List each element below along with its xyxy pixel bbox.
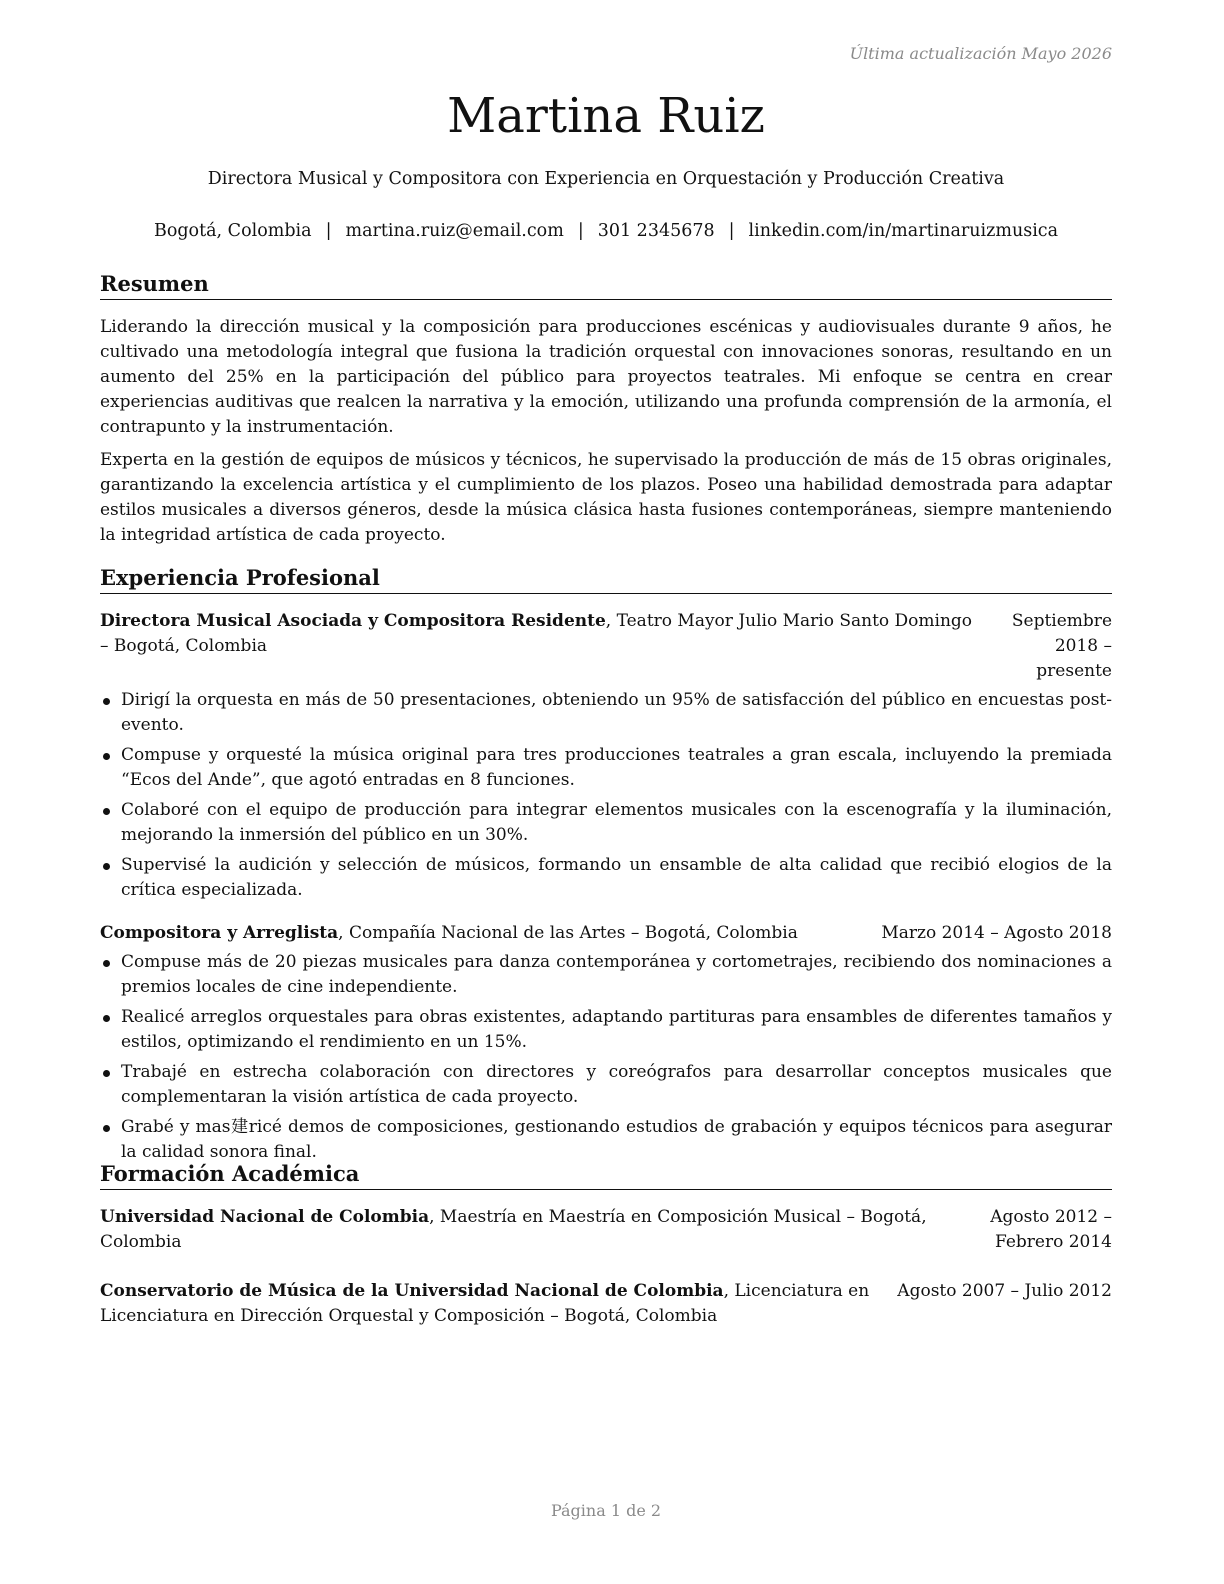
job-header [100,921,1112,946]
candidate-name: Martina Ruiz [447,88,765,144]
bullet-icon [103,1070,110,1077]
section-title-summary: Resumen [100,271,1112,300]
bullet-icon [103,1125,110,1132]
list-item: Realicé arreglos orquestales para obras existentes, adaptando partituras para ensambles de diferentes tamaños y estilos, optimizando el rendimiento en un 15%. [100,1005,1112,1055]
page-number: Página 1 de 2 [550,1501,662,1520]
resume-page [100,0,1112,1584]
list-item: Compuse y orquesté la música original para tres producciones teatrales a gran escala, incluyendo la premiada “Ecos del Ande”, que agotó entradas en 8 funciones. [100,743,1112,793]
job-role: Compositora y Arreglista [100,923,339,943]
degree-detail: , Licenciatura en Licenciatura en Dirección Orquestal y Composición – Bogotá, Colombia [100,1281,870,1326]
separator: | [728,221,735,241]
bullet-icon [103,960,110,967]
list-item: Dirigí la orquesta en más de 50 presentaciones, obteniendo un 95% de satisfacción del público en encuestas post-evento. [100,688,1112,738]
bullet-icon [103,863,110,870]
list-item: Supervisé la audición y selección de músicos, formando un ensamble de alta calidad que recibió elogios de la crítica especializada. [100,853,1112,903]
headline: Directora Musical y Compositora con Experiencia en Orquestación y Producción Creativa [207,169,1005,189]
contact-phone: 301 2345678 [597,221,715,241]
separator: | [577,221,584,241]
school-name: Conservatorio de Música de la Universidad Nacional de Colombia [100,1281,724,1301]
school-name: Universidad Nacional de Colombia [100,1207,430,1227]
job-entry [100,609,1112,903]
list-item: Grabé y mas建ricé demos de composiciones, gestionando estudios de grabación y equipos técnicos para asegurar la calidad sonora final. [100,1115,1112,1165]
education-dates: Agosto 2007 – Julio 2012 [897,1281,1112,1301]
bullet-icon [103,753,110,760]
contact-email[interactable]: martina.ruiz@email.com [345,221,564,241]
job-bullets [100,688,1112,903]
summary-paragraph: Experta en la gestión de equipos de músicos y técnicos, he supervisado la producción de más de 15 obras originales, garantizando la excelencia artística y el cumplimiento de los plazos. Poseo una habilidad demostrada para adaptar estilos musicales a diversos géneros, desde la música clásica hasta fusiones contemporáneas, siempre manteniendo la integridad artística de cada proyecto. [100,450,1112,545]
contact-location: Bogotá, Colombia [153,221,312,241]
job-role: Directora Musical Asociada y Compositora Residente [100,611,606,631]
contact-line [100,218,1112,244]
job-entry [100,921,1112,1165]
job-organization: , Compañía Nacional de las Artes – Bogotá, Colombia [338,923,798,943]
degree-detail: , Maestría en Maestría en Composición Musical – Bogotá, Colombia [100,1207,927,1252]
education-section [100,1161,1112,1329]
bullet-icon [103,808,110,815]
list-item: Compuse más de 20 piezas musicales para danza contemporánea y cortometrajes, recibiendo dos nominaciones a premios locales de cine independiente. [100,950,1112,1000]
last-updated: Última actualización Mayo 2026 [849,44,1112,63]
list-item: Trabajé en estrecha colaboración con directores y coreógrafos para desarrollar conceptos musicales que complementaran la visión artística de cada proyecto. [100,1060,1112,1110]
job-dates: Marzo 2014 – Agosto 2018 [881,923,1112,943]
section-title-experience: Experiencia Profesional [100,565,1112,594]
education-entry [100,1279,1112,1329]
job-organization: , Teatro Mayor Julio Mario Santo Domingo – Bogotá, Colombia [100,611,973,656]
job-header [100,609,1112,684]
bullet-icon [103,1015,110,1022]
experience-section [100,565,1112,1170]
summary-section [100,271,1112,548]
education-entry [100,1205,1112,1255]
summary-paragraph: Liderando la dirección musical y la composición para producciones escénicas y audiovisuales durante 9 años, he cultivado una metodología integral que fusiona la tradición orquestal con innovaciones sonoras, resultando en un aumento del 25% en la participación del público para proyectos teatrales. Mi enfoque se centra en crear experiencias auditivas que realcen la narrativa y la emoción, utilizando una profunda comprensión de la armonía, el contrapunto y la instrumentación. [100,317,1112,437]
separator: | [325,221,332,241]
bullet-icon [103,698,110,705]
job-dates: Septiembre 2018 – presente [1011,611,1112,681]
job-bullets [100,950,1112,1165]
contact-linkedin[interactable]: linkedin.com/in/martinaruizmusica [748,221,1059,241]
list-item: Colaboré con el equipo de producción para integrar elementos musicales con la escenografía y la iluminación, mejorando la inmersión del público en un 30%. [100,798,1112,848]
section-title-education: Formación Académica [100,1161,1112,1190]
education-dates: Agosto 2012 – Febrero 2014 [990,1207,1112,1252]
